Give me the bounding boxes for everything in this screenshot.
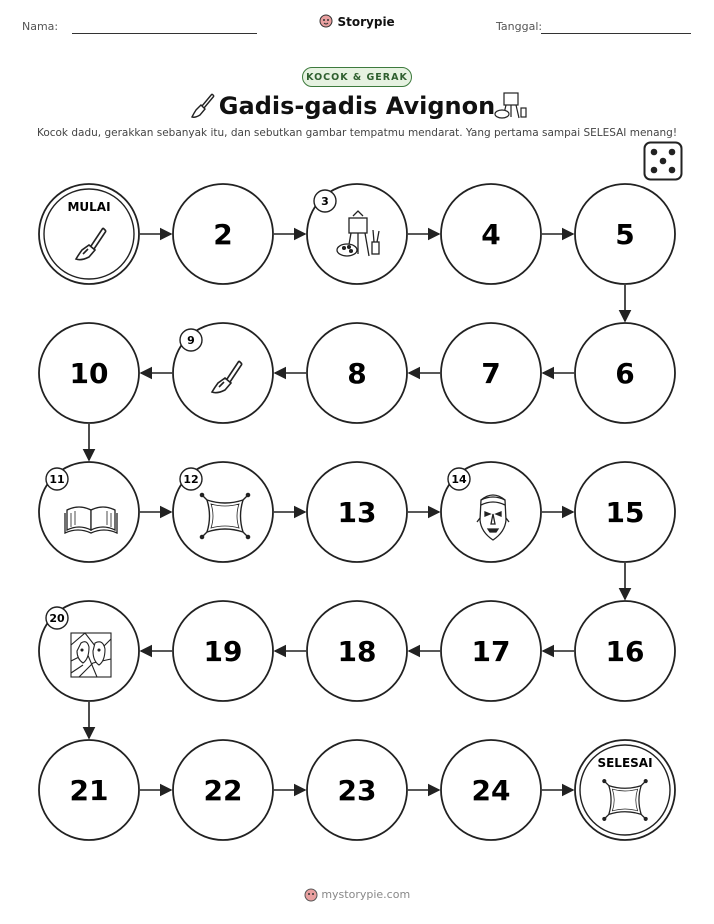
footer-url[interactable]: mystorypie.com [321,888,411,901]
space-number-label: 2 [213,218,233,251]
footer [0,888,714,902]
board-space-14[interactable] [441,462,541,562]
board-space-21[interactable] [39,740,139,840]
board-space-17[interactable] [441,601,541,701]
space-number-label: 22 [203,774,243,807]
board-space-13[interactable] [307,462,407,562]
space-number-label: 7 [481,357,501,390]
space-number-badge-label: 11 [49,473,65,486]
space-number-label: 24 [471,774,511,807]
space-number-label: 15 [605,496,645,529]
board-space-3[interactable] [307,184,407,284]
board-space-15[interactable] [575,462,675,562]
space-number-label: 17 [471,635,511,668]
space-number-label: 13 [337,496,377,529]
board-space-9[interactable] [173,323,273,423]
board-space-1[interactable] [39,184,139,284]
board-space-16[interactable] [575,601,675,701]
space-number-badge-label: 20 [49,612,65,625]
space-number-badge-label: 14 [451,473,467,486]
board-space-25[interactable] [575,740,675,840]
space-number-label: 4 [481,218,501,251]
storypie-footer-logo-icon [304,888,322,901]
board-space-22[interactable] [173,740,273,840]
space-number-badge-label: 9 [187,334,195,347]
board-space-7[interactable] [441,323,541,423]
board-space-12[interactable] [173,462,273,562]
page-title: Gadis-gadis Avignon [218,92,496,120]
board-space-18[interactable] [307,601,407,701]
board-space-10[interactable] [39,323,139,423]
instructions: Kocok dadu, gerakkan sebanyak itu, dan sebutkan gambar tempatmu mendarat. Yang pertama sampai SELESAI menang! [36,127,678,139]
board-space-2[interactable] [173,184,273,284]
brand-name: Storypie [337,15,395,29]
space-number-label: 8 [347,357,367,390]
space-number-label: 21 [69,774,109,807]
space-number-label: 23 [337,774,377,807]
cubist-faces-icon [71,633,111,677]
start-label: MULAI [67,200,111,214]
space-number-label: 10 [69,357,109,390]
board-space-23[interactable] [307,740,407,840]
space-number-label: 5 [615,218,635,251]
space-number-badge-label: 3 [321,195,329,208]
finish-label: SELESAI [597,756,653,770]
board-space-6[interactable] [575,323,675,423]
space-number-label: 19 [203,635,243,668]
space-number-label: 16 [605,635,645,668]
board-space-11[interactable] [39,462,139,562]
space-number-label: 6 [615,357,635,390]
board-space-8[interactable] [307,323,407,423]
name-label: Nama: [22,20,59,33]
space-number-label: 18 [337,635,377,668]
board-space-5[interactable] [575,184,675,284]
category-tag: KOCOK & GERAK [302,67,412,87]
board-space-4[interactable] [441,184,541,284]
board-space-19[interactable] [173,601,273,701]
date-label: Tanggal: [496,20,543,33]
space-circle [39,184,139,284]
board-cells [39,184,675,840]
board-space-24[interactable] [441,740,541,840]
board-space-20[interactable] [39,601,139,701]
space-number-badge-label: 12 [183,473,199,486]
